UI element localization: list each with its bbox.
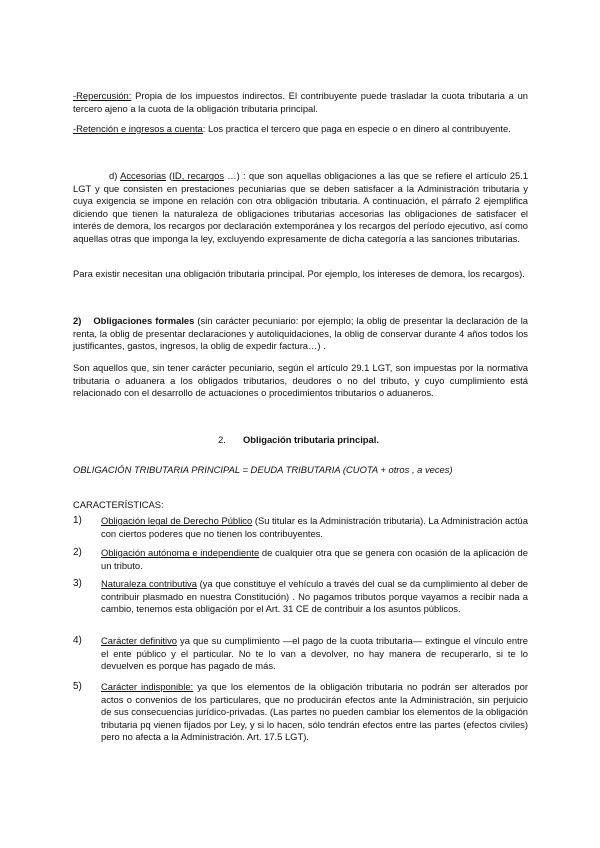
list-item-text [101, 578, 528, 616]
accesorias-note: Para existir necesitan una obligación tributaria principal. Por ejemplo, los intereses de demora, los recargos). [73, 268, 525, 279]
retencion-label: -Retención e ingresos a cuenta [73, 123, 203, 134]
list-item-body: (Su titular es la Administración tributaria). La Administración actúa con ciertos poderes que no tienen los contribuyentes. [101, 515, 528, 539]
list-item-body: de cualquier otra que se genera con ocasión de la aplicación de un tributo. [101, 547, 528, 571]
list-item-number: 2) [73, 547, 82, 558]
list-item-body: (ya que constituye el vehículo a través del cual se da cumplimiento al deber de contribuir plasmado en nuestra Constitución) . No pagamos tributos porque vayamos a recibir nada a cambio, tenemos esta obligación por el Art. 31 CE de contribuir a los asuntos públicos. [101, 578, 528, 615]
accesorias-paragraph [73, 170, 528, 246]
accesorias-mid: ( [165, 170, 173, 181]
formales-detail: Son aquellos que, sin tener carácter pecuniario, según el artículo 29.1 LGT, son impuestas por la normativa tributaria o aduanera a los obligados tributarios, deudores o no del tributo, y cuyo cumplimiento está relacionado con el desarrollo de actuaciones o procedimientos tributarios o aduaneros. [73, 362, 528, 399]
retencion-paragraph [73, 123, 528, 136]
repercusion-label: -Repercusión: [73, 90, 132, 101]
formales-title: Obligaciones formales [93, 315, 195, 326]
list-item-label: Obligación legal de Derecho Público [101, 515, 253, 526]
list-item-number: 1) [73, 515, 82, 526]
caracteristicas-label: CARACTERÍSTICAS: [73, 499, 164, 510]
formula-line: OBLIGACIÓN TRIBUTARIA PRINCIPAL = DEUDA TRIBUTARIA (CUOTA + otros , a veces) [73, 464, 453, 475]
section-number: 2. [218, 434, 226, 445]
formales-number: 2) [73, 315, 82, 326]
list-item-number: 4) [73, 635, 82, 646]
list-item-number: 5) [73, 681, 82, 692]
list-item-text [101, 681, 528, 744]
accesorias-prefix: d) [109, 170, 121, 181]
accesorias-example: ID, recargos [172, 170, 225, 181]
list-item-number: 3) [73, 578, 82, 589]
formales-text: (sin carácter pecuniario: por ejemplo; la oblig de presentar la declaración de la renta, la oblig de presentar declaraciones y autoliquidaciones, la oblig de conservar durante 4 años todos los justificantes, gastos, ingresos, la oblig de expedir factura…) . [73, 315, 528, 352]
accesorias-text: …) : que son aquellas obligaciones a las que se refiere el artículo 25.1 LGT y que consisten en prestaciones pecuniarias que se deben satisfacer a la Administración tributaria y cuya exigencia se impone en relación con otra obligación tributaria. A continuación, el párrafo 2 ejemplifica diciendo que tienen la naturaleza de obligaciones tributarias accesorias las obligaciones de satisfacer el interés de demora, los recargos por declaración extemporánea y los recargos del período ejecutivo, así como aquellas otras que imponga la ley, excluyendo expresamente de dicha categoría a las sanciones tributarias. [73, 170, 528, 244]
list-item-label: Naturaleza contributiva [101, 578, 197, 589]
formales-paragraph [73, 315, 528, 353]
list-item-text [101, 635, 528, 673]
accesorias-label: Accesorias [120, 170, 166, 181]
list-item-body: ya que su cumplimiento —el pago de la cuota tributaria— extingue el vínculo entre el ente público y el particular. No te lo van a devolver, no hay manera de recuperarlo, si te lo devuelven es porque has pagado de más. [101, 635, 528, 672]
repercusion-paragraph [73, 90, 528, 115]
list-item-text [101, 515, 528, 540]
section-title: Obligación tributaria principal. [243, 434, 379, 445]
list-item-label: Carácter definitivo [101, 635, 177, 646]
list-item-label: Carácter indisponible: [101, 681, 194, 692]
repercusion-text: Propia de los impuestos indirectos. El contribuyente puede trasladar la cuota tributaria a un tercero ajeno a la cuota de la obligación tributaria principal. [73, 90, 528, 114]
list-item-label: Obligación autónoma e independiente [101, 547, 260, 558]
list-item-body: ya que los elementos de la obligación tributaria no podrán ser alterados por actos o convenios de los particulares, que no producirán efectos ante la Administración, sin perjuicio de sus consecuencias jurídico-privadas. (Las partes no pueden cambiar los elementos de la obligación tributaria pq vienen fijados por Ley, y si lo hacen, sólo tendrán efectos entre las partes (efectos civiles) pero no afecta a la Administración. Art. 17.5 LGT). [101, 681, 528, 743]
retencion-text: : Los practica el tercero que paga en especie o en dinero al contribuyente. [202, 123, 511, 134]
list-item-text [101, 547, 528, 572]
